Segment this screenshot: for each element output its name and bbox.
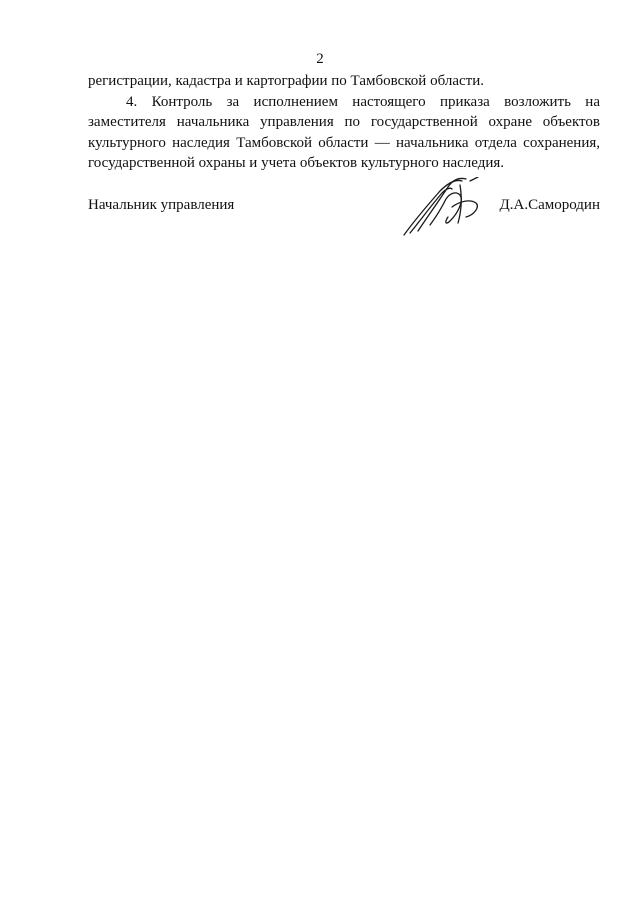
signer-name: Д.А.Самородин bbox=[499, 197, 600, 213]
handwritten-signature-icon bbox=[400, 177, 490, 239]
continuation-text: регистрации, кадастра и картографии по Тамбовской области. bbox=[88, 73, 484, 89]
page-number: 2 bbox=[316, 51, 324, 67]
paragraph-4: 4. Контроль за исполнением настоящего приказа возложить на заместителя начальника управления по государственной охране объектов культурного наследия Тамбовской области — начальника отдела сохранения, государственной охраны и учета объектов культурного наследия. bbox=[88, 93, 600, 171]
position-title: Начальник управления bbox=[88, 197, 235, 213]
signature-block bbox=[88, 193, 600, 243]
